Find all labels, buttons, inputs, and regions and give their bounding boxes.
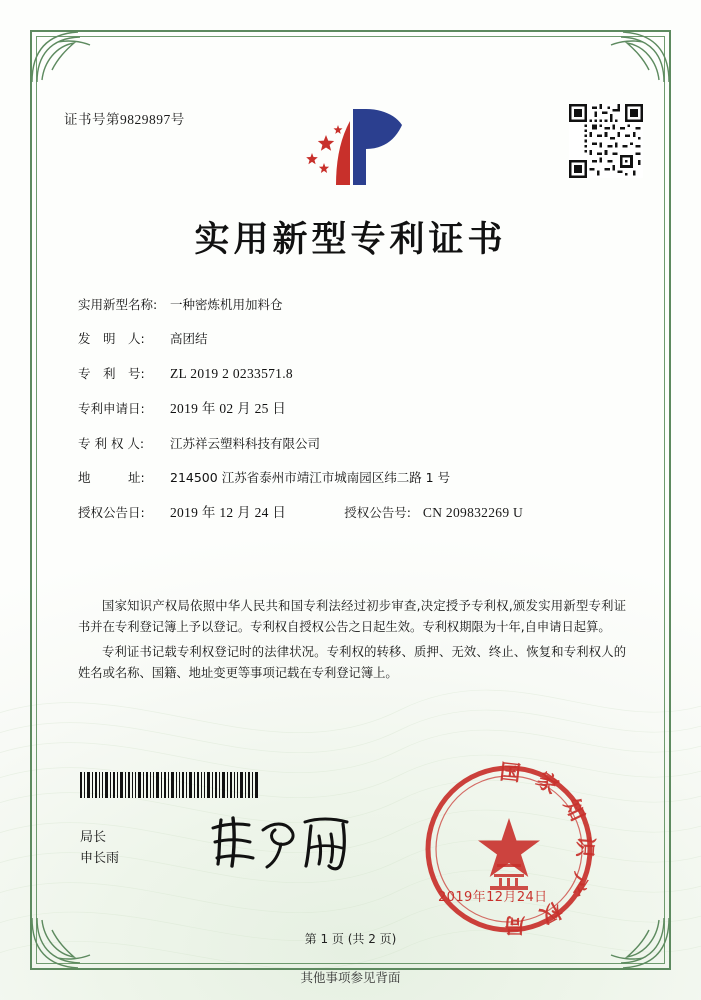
- seal-date: 2019年12月24日: [438, 890, 548, 905]
- director-label: 局长: [80, 830, 107, 845]
- field-value-secondary: CN 209832269 U: [422, 504, 524, 520]
- field-label: 专 利 号:: [78, 365, 145, 381]
- body-paragraph-1: 国家知识产权局依照中华人民共和国专利法经过初步审查,决定授予专利权,颁发实用新型专利证书并在专利登记簿上予以登记。专利权自授权公告之日起生效。专利权期限为十年,自申请日起算。: [78, 599, 626, 634]
- field-application-date: [78, 402, 638, 417]
- field-value: 2019 年 02 月 25 日: [170, 400, 287, 416]
- field-value: 一种密炼机用加料仓: [170, 297, 283, 312]
- field-label: 实用新型名称:: [78, 297, 158, 312]
- field-label: 专利申请日:: [78, 400, 145, 416]
- page-title: 实用新型专利证书: [194, 220, 507, 260]
- field-label: 授权公告日:: [78, 504, 145, 520]
- field-address: [78, 471, 638, 485]
- qr-code: [569, 104, 643, 178]
- cnipa-patent-emblem-icon: [296, 105, 408, 191]
- field-value: 江苏祥云塑料科技有限公司: [170, 436, 321, 452]
- field-label: 专 利 权 人:: [78, 436, 145, 452]
- handwritten-signature: [205, 812, 365, 874]
- director-name: 申长雨: [80, 851, 120, 866]
- field-value: 高团结: [170, 331, 208, 347]
- field-patentee: [78, 437, 638, 451]
- field-label-secondary: 授权公告号:: [344, 504, 411, 520]
- field-utility-model-name: [78, 298, 638, 312]
- body-paragraph-2: 专利证书记载专利权登记时的法律状况。专利权的转移、质押、无效、终止、恢复和专利权人的姓名或名称、国籍、地址变更等事项记载在专利登记簿上。: [78, 645, 626, 680]
- field-label: 地 址:: [78, 470, 145, 486]
- field-grant-announcement: [78, 506, 638, 521]
- svg-text:国家知识产权局: 国家知识产权局: [490, 760, 598, 938]
- back-side-note: 其他事项参见背面: [300, 970, 401, 985]
- field-value: 214500 江苏省泰州市靖江市城南园区纬二路 1 号: [170, 470, 451, 486]
- barcode: [80, 772, 260, 798]
- body-text: [78, 596, 626, 688]
- field-value: 2019 年 12 月 24 日: [170, 504, 287, 520]
- page-indicator: 第 1 页 (共 2 页): [304, 932, 397, 946]
- field-patent-number: [78, 367, 638, 382]
- field-value: ZL 2019 2 0233571.8: [170, 365, 293, 381]
- field-list: [78, 298, 638, 541]
- certificate-number: 证书号第9829897号: [64, 112, 185, 127]
- field-inventor: [78, 332, 638, 346]
- field-label: 发 明 人:: [78, 331, 145, 347]
- official-red-seal: [420, 760, 598, 938]
- director-block: [80, 827, 119, 869]
